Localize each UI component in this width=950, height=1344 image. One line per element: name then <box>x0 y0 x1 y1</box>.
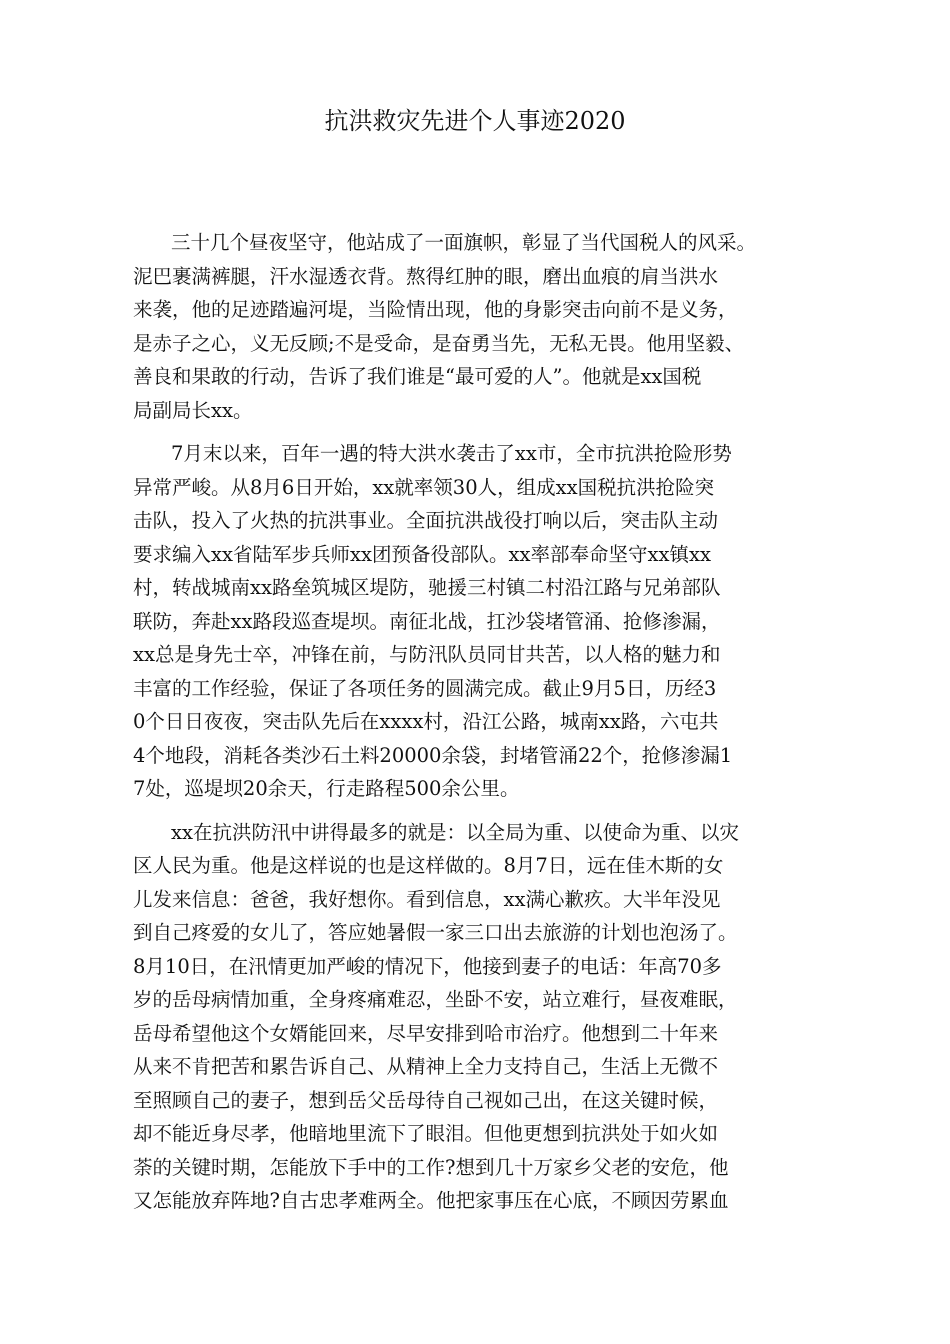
text-line: 局副局长xx。 <box>133 398 253 422</box>
text-line: 泥巴裹满裤腿，汗水湿透衣背。熬得红肿的眼，磨出血痕的肩当洪水 <box>133 264 719 288</box>
text-line: 从来不肯把苦和累告诉自己、从精神上全力支持自己，生活上无微不 <box>133 1055 719 1078</box>
text-line: 岁的岳母病情加重，全身疼痛难忍，坐卧不安，站立难行，昼夜难眠， <box>133 988 738 1011</box>
text-line: xx在抗洪防汛中讲得最多的就是：以全局为重、以使命为重、以灾 <box>171 820 739 844</box>
text-line: 来袭，他的足迹踏遍河堤，当险情出现，他的身影突击向前不是义务， <box>133 298 738 321</box>
text-line: 异常严峻。从8月6日开始，xx就率领30人，组成xx国税抗洪抢险突 <box>133 475 715 499</box>
text-line: 儿发来信息：爸爸，我好想你。看到信息，xx满心歉疚。大半年没见 <box>133 887 721 911</box>
text-line: 村，转战城南xx路垒筑城区堤防，驰援三村镇二村沿江路与兄弟部队 <box>133 576 721 599</box>
text-line: 7处，巡堤坝20余天，行走路程500余公里。 <box>133 777 520 800</box>
text-line: 区人民为重。他是这样说的也是这样做的。8月7日，远在佳木斯的女 <box>133 854 724 877</box>
text-line: 荼的关键时期，怎能放下手中的工作?想到几十万家乡父老的安危，他 <box>133 1155 729 1179</box>
paragraph-3 <box>133 816 833 1218</box>
text-line: 岳母希望他这个女婿能回来，尽早安排到哈市治疗。他想到二十年来 <box>133 1021 719 1045</box>
document-title: 抗洪救灾先进个人事迹2020 <box>324 107 626 135</box>
text-line: 三十几个昼夜坚守，他站成了一面旗帜，彰显了当代国税人的风采。 <box>171 231 757 254</box>
text-line: 又怎能放弃阵地?自古忠孝难两全。他把家事压在心底，不顾因劳累血 <box>133 1189 729 1212</box>
text-line: 击队，投入了火热的抗洪事业。全面抗洪战役打响以后，突击队主动 <box>133 509 719 532</box>
paragraph-1 <box>133 226 833 427</box>
text-line: 到自己疼爱的女儿了，答应她暑假一家三口出去旅游的计划也泡汤了。 <box>133 921 738 944</box>
document-body <box>133 226 833 1228</box>
text-line: 联防，奔赴xx路段巡查堤坝。南征北战，扛沙袋堵管涌、抢修渗漏， <box>133 609 721 633</box>
paragraph-2 <box>133 437 833 806</box>
text-line: 善良和果敢的行动，告诉了我们谁是“最可爱的人”。他就是xx国税 <box>133 365 702 388</box>
text-line: 却不能近身尽孝，他暗地里流下了眼泪。但他更想到抗洪处于如火如 <box>133 1122 719 1145</box>
text-line: 丰富的工作经验，保证了各项任务的圆满完成。截止9月5日，历经3 <box>133 676 717 700</box>
text-line: 8月10日，在汛情更加严峻的情况下，他接到妻子的电话：年高70多 <box>133 954 722 978</box>
text-line: 是赤子之心，义无反顾;不是受命，是奋勇当先，无私无畏。他用坚毅、 <box>133 331 745 355</box>
text-line: 4个地段，消耗各类沙石土料20000余袋，封堵管涌22个，抢修渗漏1 <box>133 743 733 767</box>
text-line: 7月末以来，百年一遇的特大洪水袭击了xx市，全市抗洪抢险形势 <box>171 442 732 465</box>
text-line: 0个日日夜夜，突击队先后在xxxx村，沿江公路，城南xx路，六屯共 <box>133 710 719 733</box>
text-line: xx总是身先士卒，冲锋在前，与防汛队员同甘共苦，以人格的魅力和 <box>133 643 721 666</box>
text-line: 至照顾自己的妻子，想到岳父岳母待自己视如己出，在这关键时候， <box>133 1088 719 1112</box>
text-line: 要求编入xx省陆军步兵师xx团预备役部队。xx率部奉命坚守xx镇xx <box>133 542 711 566</box>
